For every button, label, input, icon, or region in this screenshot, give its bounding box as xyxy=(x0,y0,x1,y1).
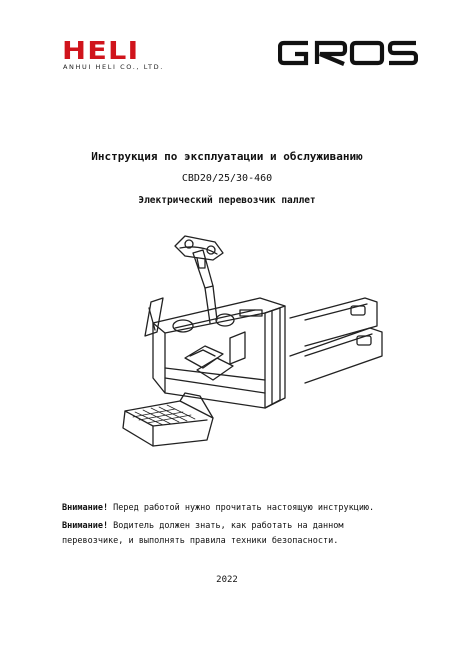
warning-text-line-1: Водитель должен знать, как работать на данном xyxy=(108,521,344,531)
warning-note-1 xyxy=(62,501,374,516)
document-subtitle: Электрический перевозчик паллет xyxy=(138,195,316,206)
document-title: Инструкция по эксплуатации и обслуживанию xyxy=(91,150,363,163)
warning-text-line-2: перевозчике, и выполнять правила техники безопасности. xyxy=(62,536,339,546)
warning-note-2 xyxy=(62,519,343,549)
warning-label: Внимание! xyxy=(62,521,109,531)
heli-company-name: ANHUI HELI CO., LTD. xyxy=(63,63,164,71)
heli-logo-wordmark: HELI xyxy=(62,36,140,65)
model-number: CBD20/25/30-460 xyxy=(181,173,273,184)
publication-year: 2022 xyxy=(216,575,238,585)
heli-logo xyxy=(62,38,182,74)
pallet-truck-illustration xyxy=(105,228,395,453)
warning-text: Перед работой нужно прочитать настоящую инструкцию. xyxy=(108,503,375,513)
warning-label: Внимание! xyxy=(62,503,109,513)
gros-logo xyxy=(278,40,418,66)
